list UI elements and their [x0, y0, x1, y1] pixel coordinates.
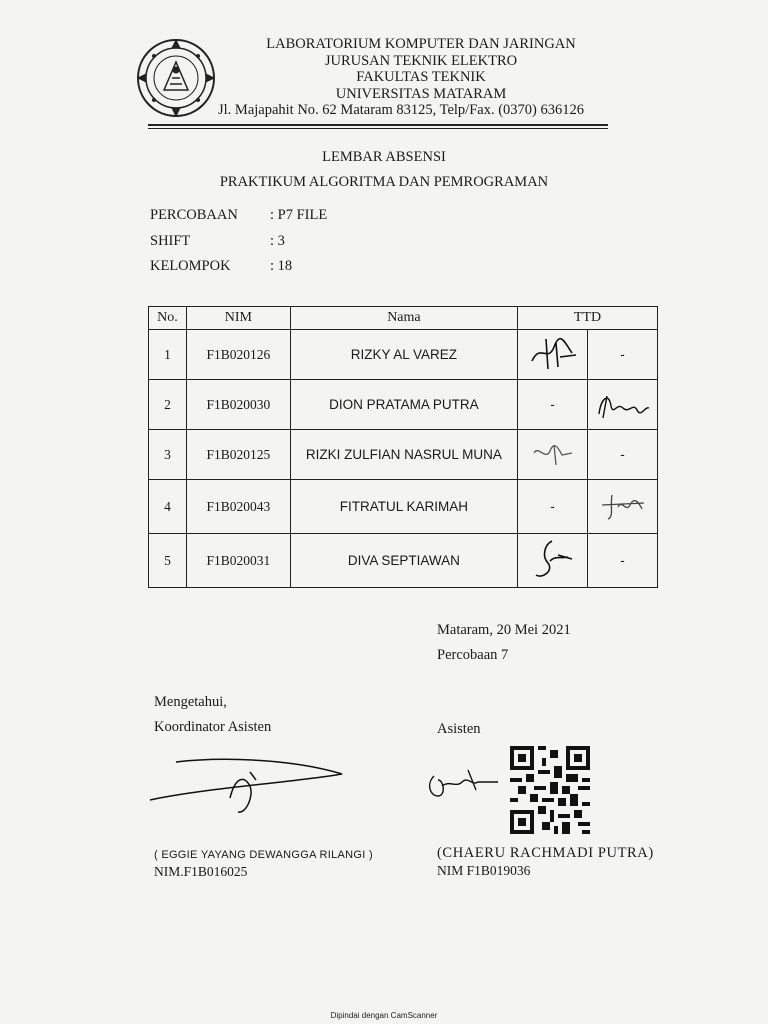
row-ttd-left: [518, 430, 588, 480]
meta-label-percobaan: PERCOBAAN: [150, 207, 238, 223]
row-nim: F1B020125: [186, 430, 290, 480]
row-ttd-right: -: [588, 330, 658, 380]
row-no: 2: [149, 380, 187, 430]
header-nim: NIM: [186, 307, 290, 330]
header-line-universitas: UNIVERSITAS MATARAM: [335, 85, 507, 102]
header-divider: [148, 124, 608, 126]
header-line-jurusan: JURUSAN TEKNIK ELEKTRO: [324, 52, 518, 69]
table-row: [149, 480, 658, 534]
row-nim: F1B020043: [186, 480, 290, 534]
meta-value-kelompok: : 18: [270, 258, 293, 274]
row-nama: RIZKY AL VAREZ: [290, 330, 517, 380]
coordinator-nim: NIM.F1B016025: [154, 864, 248, 879]
row-ttd-right: -: [588, 534, 658, 588]
row-nama: DIVA SEPTIAWAN: [290, 534, 517, 588]
table-row: [149, 430, 658, 480]
header-address: Jl. Majapahit No. 62 Mataram 83125, Telp/Fax. (0370) 636126: [218, 102, 584, 118]
meta-value-shift: : 3: [270, 233, 285, 249]
mengetahui-label: Mengetahui,: [154, 694, 227, 710]
header-ttd: TTD: [518, 307, 658, 330]
doc-title: LEMBAR ABSENSI: [322, 149, 446, 165]
row-ttd-left: -: [518, 380, 588, 430]
row-ttd-right: -: [588, 430, 658, 480]
meta-label-kelompok: KELOMPOK: [150, 258, 231, 274]
asisten-label: Asisten: [437, 721, 481, 737]
signature-image: [596, 487, 650, 523]
header-line-lab: LABORATORIUM KOMPUTER DAN JARINGAN: [266, 36, 576, 52]
assistant-signature: [420, 756, 502, 806]
place-date: Mataram, 20 Mei 2021: [437, 622, 571, 638]
assistant-nim: NIM F1B019036: [437, 863, 531, 878]
row-ttd-left: [518, 330, 588, 380]
header-divider-thin: [148, 128, 608, 129]
row-ttd-left: [518, 534, 588, 588]
coordinator-signature: [146, 752, 356, 822]
row-nim: F1B020030: [186, 380, 290, 430]
signature-image: [593, 384, 653, 422]
row-ttd-right: [588, 380, 658, 430]
row-nim: F1B020126: [186, 330, 290, 380]
table-header-row: [149, 307, 658, 330]
percobaan-label: Percobaan 7: [437, 647, 509, 663]
row-ttd-right: [588, 480, 658, 534]
row-no: 3: [149, 430, 187, 480]
table-row: [149, 380, 658, 430]
meta-label-shift: SHIFT: [150, 233, 191, 249]
row-nim: F1B020031: [186, 534, 290, 588]
row-nama: DION PRATAMA PUTRA: [290, 380, 517, 430]
signature-image: [526, 333, 580, 373]
header-line-fakultas: FAKULTAS TEKNIK: [356, 69, 486, 85]
university-logo: [134, 36, 218, 120]
row-ttd-left: -: [518, 480, 588, 534]
assistant-name: (CHAERU RACHMADI PUTRA): [437, 845, 654, 861]
letterhead: [218, 36, 606, 119]
row-nama: RIZKI ZULFIAN NASRUL MUNA: [290, 430, 517, 480]
signature-image: [528, 537, 578, 581]
koordinator-label: Koordinator Asisten: [154, 719, 272, 735]
row-no: 5: [149, 534, 187, 588]
row-nama: FITRATUL KARIMAH: [290, 480, 517, 534]
row-no: 1: [149, 330, 187, 380]
table-row: [149, 534, 658, 588]
coordinator-name: ( EGGIE YAYANG DEWANGGA RILANGI ): [154, 849, 373, 861]
attendance-table: [148, 306, 658, 588]
doc-subtitle: PRAKTIKUM ALGORITMA DAN PEMROGRAMAN: [219, 174, 549, 190]
qr-code: [510, 746, 590, 834]
header-nama: Nama: [290, 307, 517, 330]
table-row: [149, 330, 658, 380]
header-no: No.: [149, 307, 187, 330]
row-no: 4: [149, 480, 187, 534]
meta-value-percobaan: : P7 FILE: [270, 207, 328, 223]
signature-image: [528, 435, 578, 471]
scanner-watermark: Dipindai dengan CamScanner: [330, 1011, 438, 1020]
